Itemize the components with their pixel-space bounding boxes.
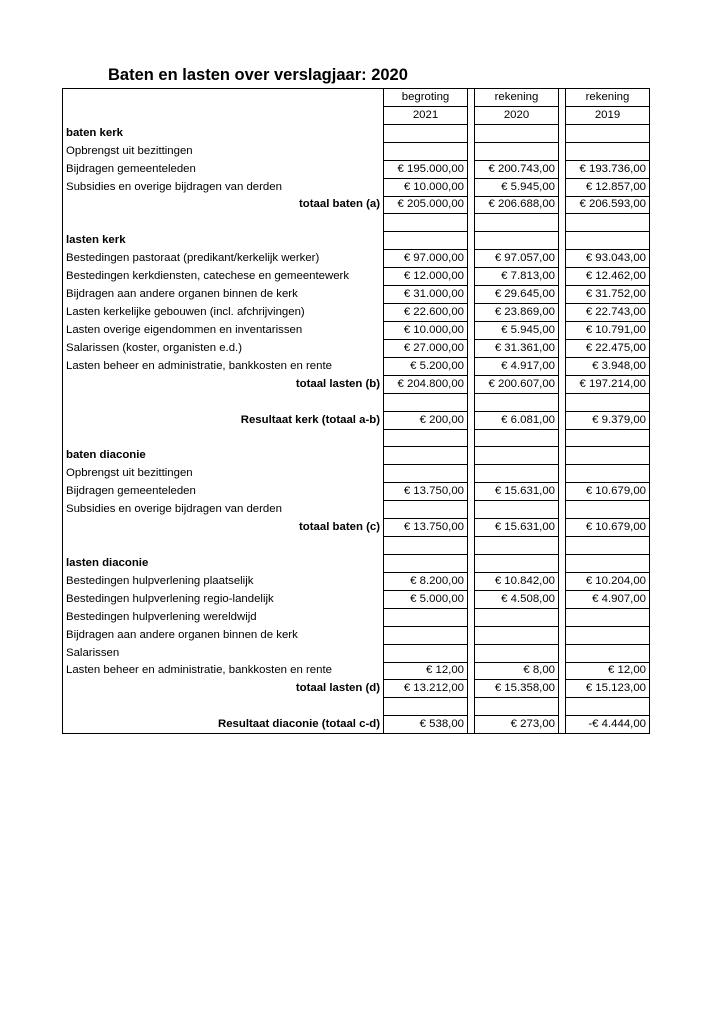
table-row (63, 124, 650, 142)
column-gap (468, 537, 475, 555)
amount-cell: € 23.869,00 (475, 304, 559, 322)
row-label: Subsidies en overige bijdragen van derden (63, 178, 384, 196)
row-label: Lasten beheer en administratie, bankkosten en rente (63, 357, 384, 375)
column-gap (468, 626, 475, 644)
row-label (63, 89, 384, 107)
row-label: Subsidies en overige bijdragen van derden (63, 501, 384, 519)
row-label: Bijdragen gemeenteleden (63, 160, 384, 178)
column-gap (468, 196, 475, 214)
amount-cell: € 13.212,00 (384, 680, 468, 698)
column-gap (559, 590, 566, 608)
column-gap (559, 286, 566, 304)
column-gap (468, 304, 475, 322)
amount-cell (384, 608, 468, 626)
amount-cell (384, 698, 468, 716)
column-gap (468, 716, 475, 734)
table-row (63, 160, 650, 178)
amount-cell (475, 698, 559, 716)
amount-cell (566, 124, 650, 142)
amount-cell: € 12.857,00 (566, 178, 650, 196)
amount-cell (475, 608, 559, 626)
amount-cell: € 10.204,00 (566, 572, 650, 590)
amount-cell: € 5.945,00 (475, 178, 559, 196)
amount-cell (475, 232, 559, 250)
column-header: 2019 (566, 106, 650, 124)
column-gap (468, 160, 475, 178)
column-gap (468, 411, 475, 429)
table-row (63, 572, 650, 590)
table-row (63, 626, 650, 644)
column-gap (468, 501, 475, 519)
row-label (63, 214, 384, 232)
row-label: Resultaat diaconie (totaal c-d) (63, 716, 384, 734)
amount-cell: € 15.631,00 (475, 519, 559, 537)
table-row (63, 465, 650, 483)
row-label: Bestedingen kerkdiensten, catechese en gemeentewerk (63, 268, 384, 286)
column-gap (559, 698, 566, 716)
row-label: Lasten overige eigendommen en inventarissen (63, 321, 384, 339)
column-gap (559, 501, 566, 519)
column-gap (468, 232, 475, 250)
table-row (63, 411, 650, 429)
amount-cell: € 12.462,00 (566, 268, 650, 286)
column-gap (468, 483, 475, 501)
amount-cell: € 206.593,00 (566, 196, 650, 214)
amount-cell (566, 554, 650, 572)
amount-cell: € 13.750,00 (384, 519, 468, 537)
amount-cell: € 200.743,00 (475, 160, 559, 178)
amount-cell (475, 429, 559, 447)
column-gap (468, 393, 475, 411)
amount-cell: € 5.945,00 (475, 321, 559, 339)
amount-cell: € 4.508,00 (475, 590, 559, 608)
amount-cell (566, 214, 650, 232)
column-gap (468, 375, 475, 393)
column-gap (468, 357, 475, 375)
row-label: Bijdragen gemeenteleden (63, 483, 384, 501)
amount-cell: € 10.679,00 (566, 483, 650, 501)
row-label: Opbrengst uit bezittingen (63, 142, 384, 160)
amount-cell (566, 447, 650, 465)
column-gap (559, 339, 566, 357)
column-gap (468, 124, 475, 142)
amount-cell (566, 626, 650, 644)
amount-cell (566, 393, 650, 411)
report-title: Baten en lasten over verslagjaar: 2020 (108, 66, 408, 84)
row-label: Bijdragen aan andere organen binnen de kerk (63, 626, 384, 644)
amount-cell: € 273,00 (475, 716, 559, 734)
amount-cell (475, 142, 559, 160)
row-label: totaal baten (a) (63, 196, 384, 214)
amount-cell: € 15.631,00 (475, 483, 559, 501)
table-row (63, 357, 650, 375)
row-label: Resultaat kerk (totaal a-b) (63, 411, 384, 429)
column-gap (468, 268, 475, 286)
amount-cell (384, 465, 468, 483)
table-row (63, 214, 650, 232)
column-gap (559, 644, 566, 662)
amount-cell: € 10.791,00 (566, 321, 650, 339)
amount-cell: € 31.361,00 (475, 339, 559, 357)
amount-cell (475, 214, 559, 232)
amount-cell: € 4.917,00 (475, 357, 559, 375)
row-label (63, 106, 384, 124)
amount-cell: € 200,00 (384, 411, 468, 429)
amount-cell: € 15.123,00 (566, 680, 650, 698)
column-gap (559, 321, 566, 339)
table-row (63, 321, 650, 339)
column-gap (559, 465, 566, 483)
table-row (63, 501, 650, 519)
amount-cell (475, 554, 559, 572)
column-gap (559, 429, 566, 447)
column-gap (559, 680, 566, 698)
column-gap (559, 357, 566, 375)
row-label: totaal lasten (d) (63, 680, 384, 698)
amount-cell (384, 644, 468, 662)
amount-cell: € 27.000,00 (384, 339, 468, 357)
column-gap (468, 572, 475, 590)
amount-cell: € 206.688,00 (475, 196, 559, 214)
amount-cell: € 7.813,00 (475, 268, 559, 286)
table-row (63, 537, 650, 555)
amount-cell: € 97.000,00 (384, 250, 468, 268)
amount-cell: € 197.214,00 (566, 375, 650, 393)
row-label: Bestedingen hulpverlening plaatselijk (63, 572, 384, 590)
table-row (63, 608, 650, 626)
column-gap (559, 537, 566, 555)
column-gap (468, 465, 475, 483)
amount-cell: € 204.800,00 (384, 375, 468, 393)
amount-cell (475, 501, 559, 519)
column-gap (468, 519, 475, 537)
column-gap (468, 339, 475, 357)
table-row (63, 393, 650, 411)
column-gap (468, 644, 475, 662)
row-label (63, 429, 384, 447)
table-row (63, 250, 650, 268)
column-gap (468, 286, 475, 304)
row-label: baten diaconie (63, 447, 384, 465)
column-gap (468, 608, 475, 626)
amount-cell (475, 626, 559, 644)
amount-cell: € 93.043,00 (566, 250, 650, 268)
column-header: rekening (566, 89, 650, 107)
column-gap (559, 662, 566, 680)
amount-cell: € 5.200,00 (384, 357, 468, 375)
amount-cell (475, 465, 559, 483)
amount-cell (475, 644, 559, 662)
amount-cell: € 193.736,00 (566, 160, 650, 178)
column-gap (468, 250, 475, 268)
amount-cell (384, 142, 468, 160)
table-row (63, 662, 650, 680)
column-header: 2021 (384, 106, 468, 124)
header-row (63, 89, 650, 107)
column-gap (559, 196, 566, 214)
table-row (63, 375, 650, 393)
row-label: Lasten kerkelijke gebouwen (incl. afchrijvingen) (63, 304, 384, 322)
amount-cell: € 22.600,00 (384, 304, 468, 322)
column-gap (559, 232, 566, 250)
table-row (63, 142, 650, 160)
amount-cell (384, 124, 468, 142)
column-gap (559, 411, 566, 429)
column-gap (559, 178, 566, 196)
amount-cell: € 97.057,00 (475, 250, 559, 268)
amount-cell: € 4.907,00 (566, 590, 650, 608)
amount-cell: € 31.000,00 (384, 286, 468, 304)
table-row (63, 680, 650, 698)
row-label: Lasten beheer en administratie, bankkosten en rente (63, 662, 384, 680)
amount-cell (566, 608, 650, 626)
amount-cell: € 5.000,00 (384, 590, 468, 608)
row-label: Bestedingen pastoraat (predikant/kerkelijk werker) (63, 250, 384, 268)
table-row (63, 447, 650, 465)
row-label (63, 537, 384, 555)
amount-cell: € 195.000,00 (384, 160, 468, 178)
column-gap (468, 321, 475, 339)
amount-cell: € 29.645,00 (475, 286, 559, 304)
amount-cell: -€ 4.444,00 (566, 716, 650, 734)
table-row (63, 429, 650, 447)
table-row (63, 268, 650, 286)
row-label: lasten kerk (63, 232, 384, 250)
column-gap (468, 106, 475, 124)
column-gap (468, 554, 475, 572)
amount-cell (475, 447, 559, 465)
column-gap (468, 447, 475, 465)
column-header: begroting (384, 89, 468, 107)
column-gap (559, 483, 566, 501)
table-row (63, 483, 650, 501)
row-label: totaal baten (c) (63, 519, 384, 537)
row-label: Opbrengst uit bezittingen (63, 465, 384, 483)
amount-cell: € 10.679,00 (566, 519, 650, 537)
column-gap (559, 142, 566, 160)
amount-cell (384, 554, 468, 572)
amount-cell (475, 393, 559, 411)
amount-cell (566, 644, 650, 662)
amount-cell: € 12.000,00 (384, 268, 468, 286)
column-gap (559, 393, 566, 411)
amount-cell: € 200.607,00 (475, 375, 559, 393)
amount-cell (384, 447, 468, 465)
column-gap (559, 214, 566, 232)
row-label (63, 393, 384, 411)
column-gap (559, 124, 566, 142)
amount-cell: € 13.750,00 (384, 483, 468, 501)
amount-cell (475, 124, 559, 142)
table-row (63, 339, 650, 357)
column-gap (559, 375, 566, 393)
column-gap (468, 429, 475, 447)
amount-cell: € 8,00 (475, 662, 559, 680)
amount-cell (566, 465, 650, 483)
amount-cell: € 15.358,00 (475, 680, 559, 698)
column-gap (468, 214, 475, 232)
amount-cell: € 8.200,00 (384, 572, 468, 590)
row-label: totaal lasten (b) (63, 375, 384, 393)
row-label: Salarissen (koster, organisten e.d.) (63, 339, 384, 357)
column-gap (559, 304, 566, 322)
amount-cell: € 538,00 (384, 716, 468, 734)
table-row (63, 644, 650, 662)
header-row (63, 106, 650, 124)
column-gap (559, 626, 566, 644)
amount-cell (384, 393, 468, 411)
table-row (63, 304, 650, 322)
column-gap (559, 250, 566, 268)
table-row (63, 232, 650, 250)
amount-cell: € 10.000,00 (384, 321, 468, 339)
amount-cell (384, 501, 468, 519)
row-label: baten kerk (63, 124, 384, 142)
amount-cell (566, 501, 650, 519)
column-gap (559, 106, 566, 124)
row-label: Bestedingen hulpverlening wereldwijd (63, 608, 384, 626)
row-label: lasten diaconie (63, 554, 384, 572)
column-gap (559, 572, 566, 590)
column-gap (468, 178, 475, 196)
amount-cell (384, 214, 468, 232)
column-header: rekening (475, 89, 559, 107)
amount-cell: € 6.081,00 (475, 411, 559, 429)
row-label: Bijdragen aan andere organen binnen de kerk (63, 286, 384, 304)
amount-cell: € 12,00 (384, 662, 468, 680)
amount-cell (384, 626, 468, 644)
amount-cell (566, 429, 650, 447)
amount-cell: € 205.000,00 (384, 196, 468, 214)
amount-cell (566, 142, 650, 160)
amount-cell: € 10.000,00 (384, 178, 468, 196)
column-gap (559, 268, 566, 286)
amount-cell (566, 232, 650, 250)
table-row (63, 178, 650, 196)
amount-cell: € 10.842,00 (475, 572, 559, 590)
table-row (63, 590, 650, 608)
amount-cell (384, 232, 468, 250)
table-row (63, 554, 650, 572)
amount-cell: € 22.475,00 (566, 339, 650, 357)
column-gap (559, 89, 566, 107)
amount-cell (384, 429, 468, 447)
amount-cell (475, 537, 559, 555)
amount-cell: € 31.752,00 (566, 286, 650, 304)
column-header: 2020 (475, 106, 559, 124)
table-row (63, 286, 650, 304)
row-label (63, 698, 384, 716)
row-label: Bestedingen hulpverlening regio-landelijk (63, 590, 384, 608)
column-gap (468, 662, 475, 680)
amount-cell: € 22.743,00 (566, 304, 650, 322)
amount-cell (566, 537, 650, 555)
amount-cell: € 9.379,00 (566, 411, 650, 429)
table-row (63, 716, 650, 734)
column-gap (468, 142, 475, 160)
financial-table (62, 88, 650, 734)
column-gap (559, 160, 566, 178)
amount-cell (566, 698, 650, 716)
table-row (63, 196, 650, 214)
column-gap (559, 519, 566, 537)
column-gap (559, 447, 566, 465)
table-row (63, 519, 650, 537)
column-gap (559, 554, 566, 572)
row-label: Salarissen (63, 644, 384, 662)
amount-cell: € 3.948,00 (566, 357, 650, 375)
amount-cell: € 12,00 (566, 662, 650, 680)
column-gap (468, 590, 475, 608)
column-gap (559, 608, 566, 626)
column-gap (468, 680, 475, 698)
amount-cell (384, 537, 468, 555)
table-row (63, 698, 650, 716)
column-gap (468, 89, 475, 107)
column-gap (468, 698, 475, 716)
column-gap (559, 716, 566, 734)
